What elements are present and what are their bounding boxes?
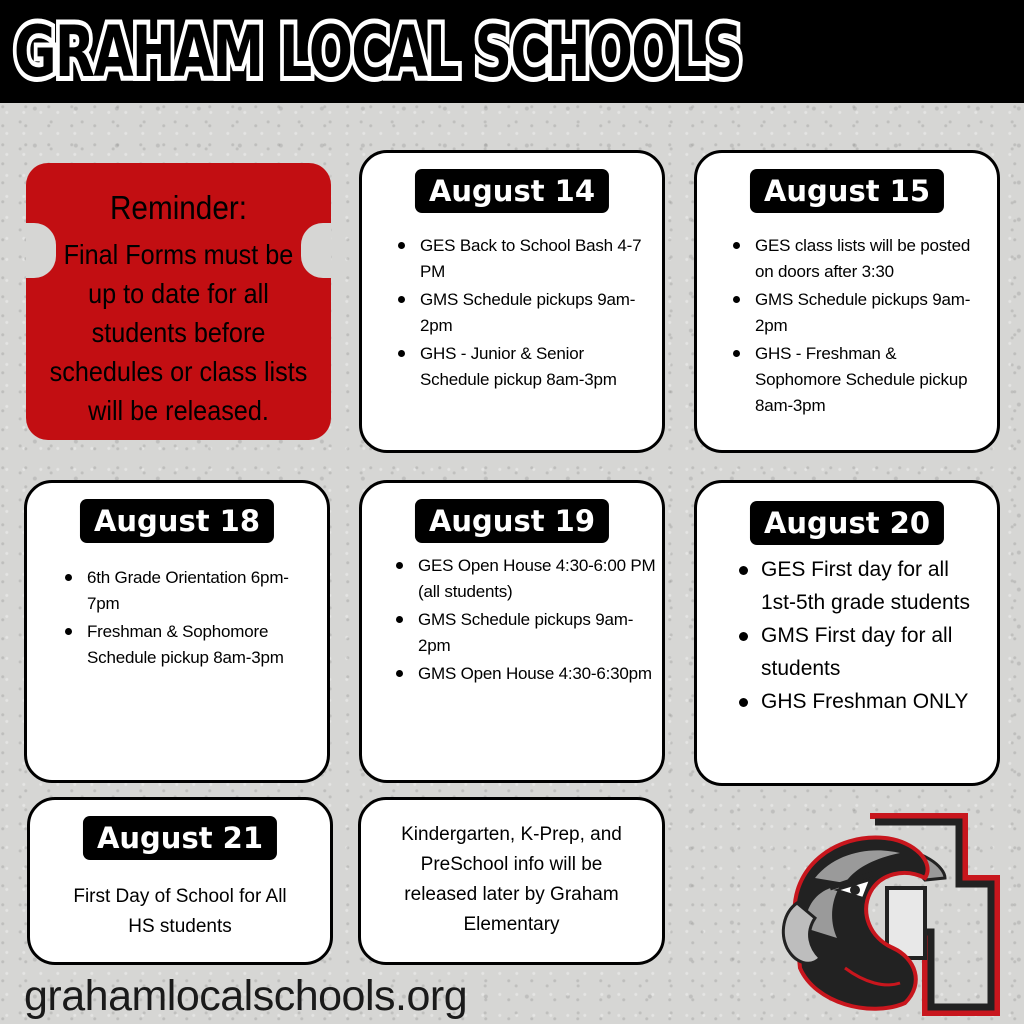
list-item: GMS Schedule pickups 9am-2pm bbox=[398, 287, 648, 339]
card-text: First Day of School for All HS students bbox=[73, 886, 287, 937]
reminder-box bbox=[26, 163, 331, 440]
list-item: Freshman & Sophomore Schedule pickup 8am-3pm bbox=[65, 619, 315, 671]
list-item: 6th Grade Orientation 6pm-7pm bbox=[65, 565, 315, 617]
card-august-21 bbox=[27, 797, 333, 965]
card-august-18 bbox=[24, 480, 330, 783]
list-item: GHS Freshman ONLY bbox=[739, 685, 989, 718]
card-august-20 bbox=[694, 480, 1000, 786]
event-list bbox=[739, 553, 989, 718]
list-item: GMS Schedule pickups 9am-2pm bbox=[733, 287, 983, 339]
reminder-body: Final Forms must be up to date for all students before schedules or class lists will be released. bbox=[49, 239, 308, 426]
date-label: August 19 bbox=[415, 499, 609, 543]
date-label: August 20 bbox=[750, 501, 944, 545]
page-title: GRAHAM LOCAL SCHOOLS bbox=[14, 11, 742, 93]
event-list bbox=[733, 233, 983, 421]
list-item: GMS First day for all students bbox=[739, 619, 989, 685]
card-kindergarten-info bbox=[358, 797, 665, 965]
card-august-15 bbox=[694, 150, 1000, 453]
list-item: GMS Schedule pickups 9am-2pm bbox=[396, 607, 658, 659]
date-label: August 14 bbox=[415, 169, 609, 213]
list-item: GHS - Freshman & Sophomore Schedule pickup 8am-3pm bbox=[733, 341, 983, 419]
card-text: Kindergarten, K-Prep, and PreSchool info will be released later by Graham Elementary bbox=[401, 824, 622, 935]
event-list bbox=[396, 553, 658, 689]
card-august-19 bbox=[359, 480, 665, 783]
list-item: GMS Open House 4:30-6:30pm bbox=[396, 661, 658, 687]
card-august-14 bbox=[359, 150, 665, 453]
event-list bbox=[65, 565, 315, 673]
falcon-g-logo-icon bbox=[775, 808, 1000, 1018]
list-item: GES First day for all 1st-5th grade students bbox=[739, 553, 989, 619]
header-bar bbox=[0, 0, 1024, 103]
list-item: GES Back to School Bash 4-7 PM bbox=[398, 233, 648, 285]
list-item: GHS - Junior & Senior Schedule pickup 8am-3pm bbox=[398, 341, 648, 393]
event-list bbox=[398, 233, 648, 395]
list-item: GES class lists will be posted on doors after 3:30 bbox=[733, 233, 983, 285]
date-label: August 21 bbox=[83, 816, 277, 860]
reminder-title: Reminder: bbox=[109, 189, 247, 226]
date-label: August 15 bbox=[750, 169, 944, 213]
website-url: grahamlocalschools.org bbox=[24, 972, 468, 1020]
date-label: August 18 bbox=[80, 499, 274, 543]
list-item: GES Open House 4:30-6:00 PM (all students) bbox=[396, 553, 658, 605]
